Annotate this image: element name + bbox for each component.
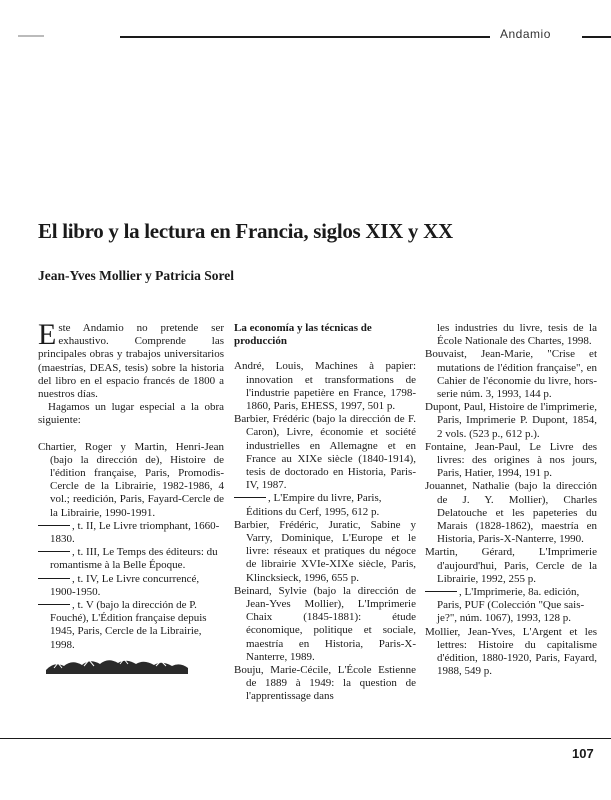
reference-barbier: Barbier, Frédéric (bajo la dirección de F. Caron), Livre, économie et société industrielles en Allemagne et en France au XIXe siècle (1840-1914), tesis de doctorado en Historia, Paris-IV, 1987. (234, 413, 416, 492)
reference-chartier: Chartier, Roger y Martin, Henri-Jean (bajo la dirección de), Histoire de l'édition française, Paris, Promodis-Cercle de la Librairie, 1982-1986, 4 vol.; reedición, Paris, Fayard-Cercle de la Librairie, 1990-1991. (38, 440, 224, 519)
repeat-author-dash (425, 591, 457, 592)
intro-paragraph-2: Hagamos un lugar especial a la obra siguiente: (38, 401, 224, 427)
reference-beinard: Beinard, Sylvie (bajo la dirección de Jean-Yves Mollier), L'Imprimerie Chaix (1845-1881): étude économique, politique et sociale, maestría en Historia, Paris-X-Nanterre, 1989. (234, 584, 416, 663)
intro-text: ste Andamio no pretende ser exhaustivo. Comprende las principales obras y trabajos universitarios (maestrías, DEAS, tesis) sobre la historia del libro en el espacio francés de 1800 a nuestros días. (38, 322, 224, 401)
reference-bouvaist: Bouvaist, Jean-Marie, "Crise et mutations de l'édition française", en Cahier de l'économie du livre, hors-serie núm. 3, 1993, 144 p. (425, 348, 597, 401)
reference-chartier-t5: , t. V (bajo la dirección de P. Fouché), L'Édition française depuis 1945, Paris, Cercle de la Librairie, 1998. (38, 599, 224, 652)
reference-bouju: Bouju, Marie-Cécile, L'École Estienne de 1889 à 1949: la question de l'apprentissage dans (234, 664, 416, 703)
article-title: El libro y la lectura en Francia, siglos XIX y XX (38, 219, 453, 243)
decorative-ornament (44, 654, 190, 676)
reference-barbier-empire: , L'Empire du livre, Paris, Éditions du Cerf, 1995, 612 p. (234, 492, 416, 518)
reference-fontaine: Fontaine, Jean-Paul, Le Livre des livres: des origines à nos jours, Paris, Hatier, 1994, 191 p. (425, 440, 597, 480)
repeat-author-dash (38, 551, 70, 552)
reference-chartier-t3: , t. III, Le Temps des éditeurs: du romantisme à la Belle Époque. (38, 546, 224, 572)
reference-andre: André, Louis, Machines à papier: innovation et transformations de l'industrie papetière en France, 1798-1860, Paris, EHESS, 1997, 501 p. (234, 360, 416, 413)
column-3 (425, 322, 597, 678)
reference-martin: Martin, Gérard, L'Imprimerie d'aujourd'hui, Paris, Cercle de la Librairie, 1992, 255 p. (425, 546, 597, 585)
drop-cap: E (38, 318, 57, 351)
reference-dupont: Dupont, Paul, Histoire de l'imprimerie, Paris, Imprimerie P. Dupont, 1854, 2 vols. (523 p., 612 p.). (425, 401, 597, 440)
reference-bouju-continued: les industries du livre, tesis de la École Nationale des Chartes, 1998. (437, 322, 597, 348)
reference-chartier-t2: , t. II, Le Livre triomphant, 1660-1830. (38, 520, 224, 546)
header-dot (18, 35, 44, 37)
footer-rule (0, 738, 611, 739)
page-number: 107 (572, 746, 594, 761)
repeat-author-dash (38, 525, 70, 526)
reference-chartier-t4: , t. IV, Le Livre concurrencé, 1900-1950. (38, 573, 224, 599)
repeat-author-dash (38, 578, 70, 579)
repeat-author-dash (38, 604, 70, 605)
article-authors: Jean-Yves Mollier y Patricia Sorel (38, 268, 234, 283)
reference-martin-2: , L'Imprimerie, 8a. edición, Paris, PUF (Colección "Que sais-je?", núm. 1067), 1993, 128 p. (425, 586, 597, 626)
intro-paragraph (38, 318, 224, 401)
column-2 (234, 322, 416, 704)
section-heading: La economía y las técnicas de producción (234, 322, 372, 348)
repeat-author-dash (234, 497, 266, 498)
reference-barbier-juratic: Barbier, Frédéric, Juratic, Sabine y Varry, Dominique, L'Europe et le livre: réseaux et pratiques du négoce de librairie XVIe-XIXe siècle, Paris, Klincksieck, 1996, 655 p. (234, 518, 416, 584)
reference-mollier: Mollier, Jean-Yves, L'Argent et les lettres: Histoire du capitalisme d'édition, 1880-1920, Paris, Fayard, 1988, 549 p. (425, 625, 597, 678)
header-rule (120, 36, 490, 38)
header-rule-right (582, 36, 611, 38)
running-head: Andamio (500, 27, 551, 41)
reference-jouannet: Jouannet, Nathalie (bajo la dirección de J. Y. Mollier), Charles Delatouche et les papeteries du Marais (1828-1862), maestría en Historia, Paris-X-Nanterre, 1990. (425, 480, 597, 546)
column-1 (38, 318, 224, 652)
